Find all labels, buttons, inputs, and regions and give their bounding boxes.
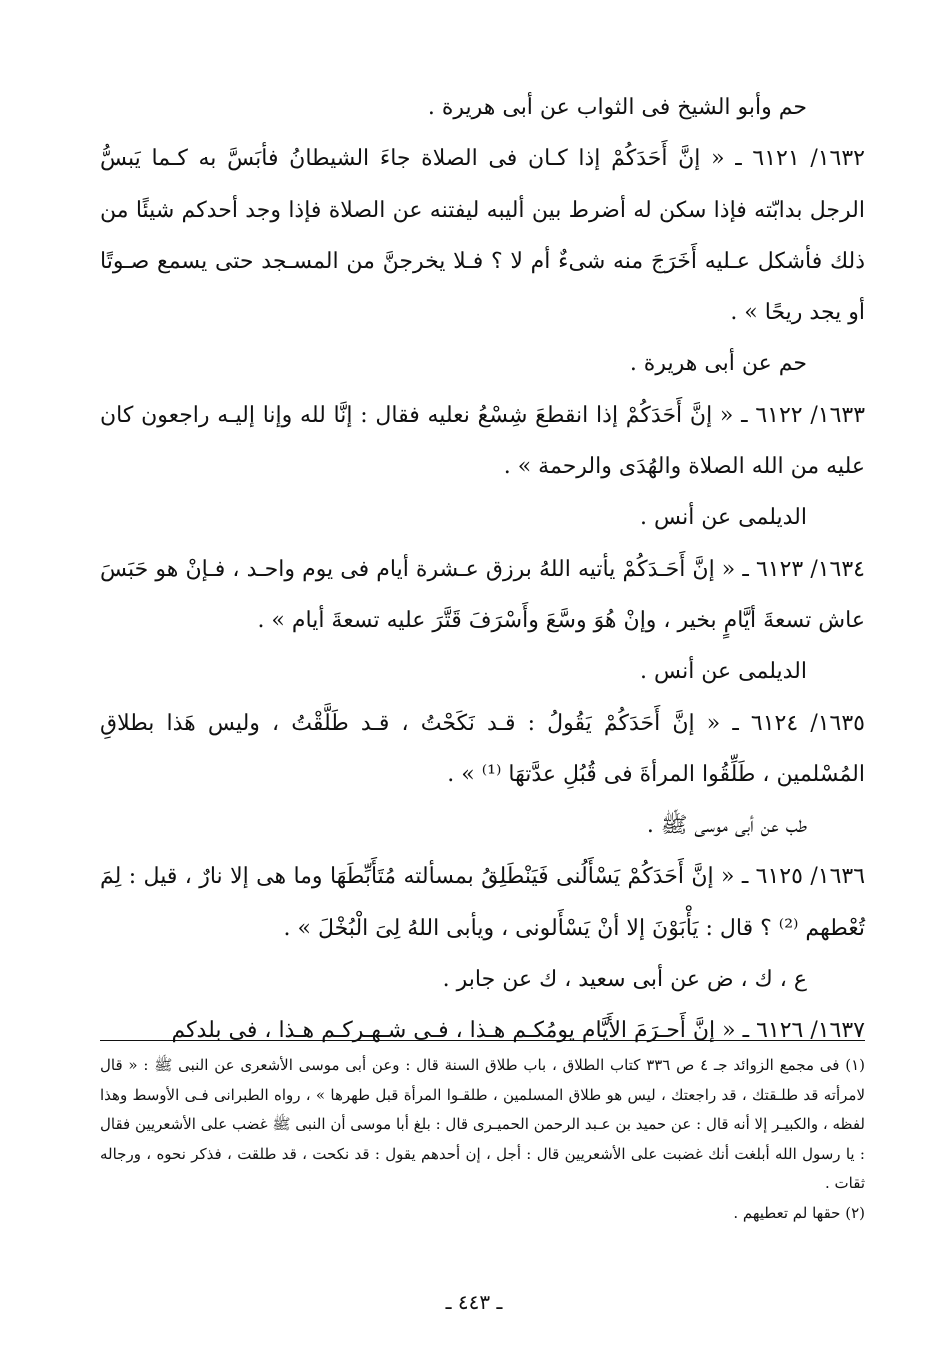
footnote-1: (١) فى مجمع الزوائد جـ ٤ ص ٣٣٦ كتاب الطلاق ، باب طلاق السنة قال : وعن أبى موسى الأشعرى عن النبى ﷺ : « قال لامرأته قد طلـقتك ، قد راجعتك ، ليس هو طلاق المسلمين ، طلقـوا المرأة قبل طهرها » ، رواه الطبرانى فـى الأوسط وهذا لفظه ، والكبيـر إلا أنه قال : عن حميد بن عـبد الرحمن الحميـرى قال : بلغ أبا موسى أن النبى ﷺ غضب على الأشعريين فقال : يا رسول الله أبلغت أنك غضبت على الأشعريين قال : أجل ، إن أحدهم يقول : قد نكحت ، قد طلقت ، فذكر نحوه ، ورجاله ثقات . [100, 1056, 865, 1192]
source-line: الديلمى عن أنس . [640, 659, 807, 685]
source-line: الديلمى عن أنس . [640, 505, 807, 531]
source-line: ع ، ك ، ض عن أبى سعيد ، ك عن جابر . [442, 967, 807, 993]
source-line: حم وأبو الشيخ فى الثواب عن أبى هريرة . [427, 95, 807, 120]
hadith-1635: ١٦٣٥/ ٦١٢٤ ـ « إنَّ أَحَدَكُمْ يَقُولُ : قـد نَكَحْتُ ، قـد طَلَّقْتُ ، وليس هَذا بطلاقِ المُسْلمين ، طَلِّقُوا المرأةَ فى قُبُلِ عدَّتهَا ⁽¹⁾ » . [100, 710, 865, 787]
hadith-1637: ١٦٣٧/ ٦١٢٦ ـ « إنَّ أَحـرَمَ الأَيَّام يومُكـم هـذا ، فـى شـهـركـم هـذا ، فى بلدكم [171, 1018, 865, 1044]
source-line: طب عن أبى موسى ﷺ . [646, 813, 807, 839]
page-number: ـ ٤٤٣ ـ [445, 1290, 503, 1314]
hadith-1632: ١٦٣٢/ ٦١٢١ ـ « إنَّ أَحَدَكُمْ إذا كـان فى الصلاة جاءَ الشيطانُ فأبَسَّ به كـما يَبسُّ الرجل بدابّته فإذا سكن له أضرط بين أليبه ليفتنه عن الصلاة فإذا وجد أحدكم شيئًا من ذلك فأشكل عـليه أَخَرَجَ منه شىءٌ أم لا ؟ فـلا يخرجنَّ من المسـجد حتى يسمع صـوتًا أو يجد ريحًا » . [100, 146, 865, 326]
main-text [100, 82, 865, 1057]
hadith-1636: ١٦٣٦/ ٦١٢٥ ـ « إنَّ أَحَدَكُمْ يَسْأَلُنى فَيَنْطَلِقُ بمسألته مُتَأَبِّطَهَا وما هى إلا نارٌ ، قيل : لِمَ تُعْطهم ⁽²⁾ ؟ قال : يَأْبَوْنَ إلا أنْ يَسْأَلونى ، ويأبى اللهُ لِىَ الْبُخْلَ » . [100, 864, 866, 941]
hadith-1633: ١٦٣٣/ ٦١٢٢ ـ « إنَّ أَحَدَكُمْ إذا انقطعَ شِسْعُ نعليه فقال : إنَّا لله وإنا إليـه راجعون كان عليه من الله الصلاة والهُدَى والرحمة » . [100, 402, 866, 480]
hadith-1634: ١٦٣٤/ ٦١٢٣ ـ « إنَّ أَحَـدَكُمْ يأتيه اللهُ برزق عـشرة أيام فى يوم واحـد ، فـإنْ هو حَبَسَ عاش تسعةَ أيَّامٍ بخير ، وإنْ هُوَ وسَّعَ وأَسْرَفَ قَتَّرَ عليه تسعةَ أيام » . [100, 556, 865, 633]
footnote-2: (٢) حقها لم تعطيهم . [733, 1203, 865, 1222]
footnotes [100, 1040, 865, 1228]
source-line: حم عن أبى هريرة . [629, 351, 807, 377]
